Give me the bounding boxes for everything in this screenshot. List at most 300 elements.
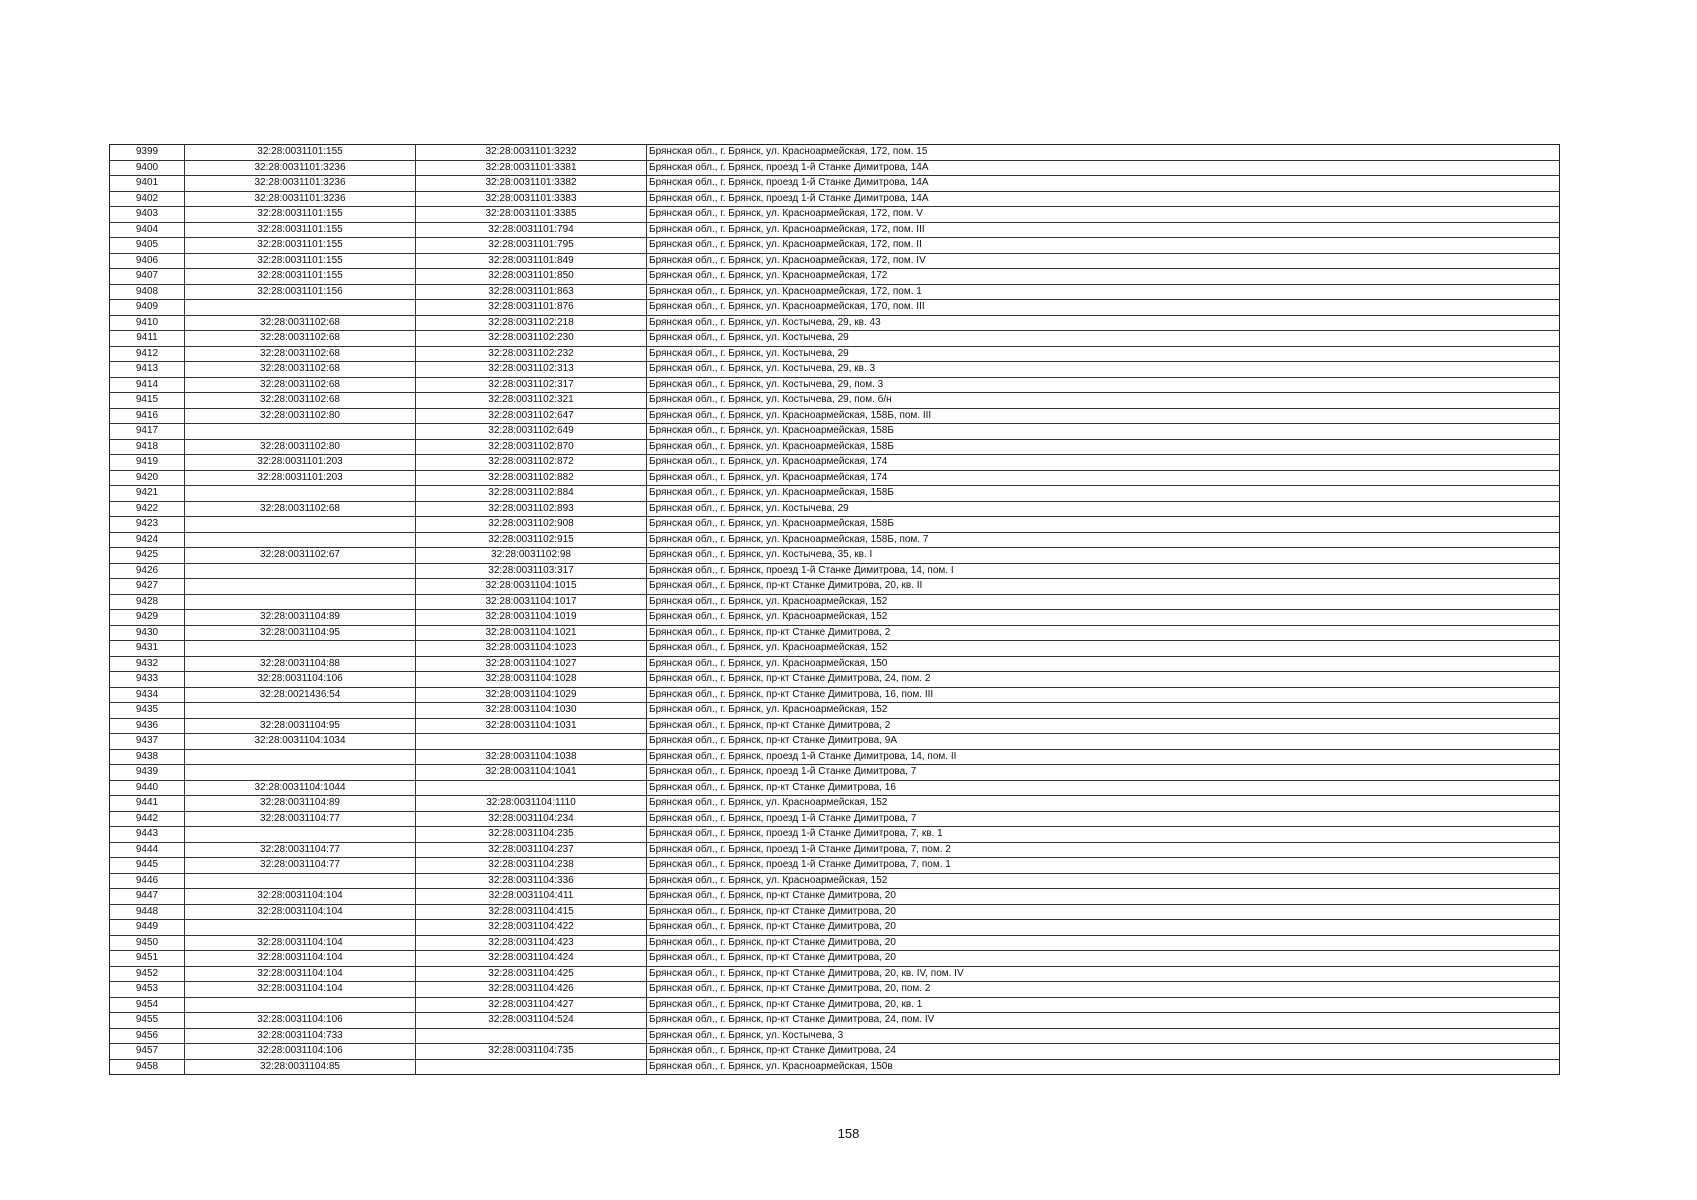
parent-cadastral-number-cell: 32:28:0031104:89 bbox=[185, 610, 416, 626]
row-number-cell: 9453 bbox=[110, 982, 185, 998]
table-row bbox=[110, 222, 1560, 238]
parent-cadastral-number-cell: 32:28:0031104:106 bbox=[185, 1013, 416, 1029]
address-cell: Брянская обл., г. Брянск, проезд 1-й Станке Димитрова, 7 bbox=[647, 765, 1560, 781]
parent-cadastral-number-cell: 32:28:0031104:104 bbox=[185, 966, 416, 982]
cadastral-number-cell: 32:28:0031104:1017 bbox=[416, 594, 647, 610]
parent-cadastral-number-cell: 32:28:0031104:95 bbox=[185, 625, 416, 641]
cadastral-number-cell: 32:28:0031102:884 bbox=[416, 486, 647, 502]
cadastral-number-cell bbox=[416, 734, 647, 750]
parent-cadastral-number-cell: 32:28:0031104:104 bbox=[185, 889, 416, 905]
cadastral-number-cell: 32:28:0031103:317 bbox=[416, 563, 647, 579]
registry-table-body bbox=[110, 145, 1560, 1075]
table-row bbox=[110, 470, 1560, 486]
cadastral-number-cell: 32:28:0031104:1110 bbox=[416, 796, 647, 812]
cadastral-number-cell: 32:28:0031102:317 bbox=[416, 377, 647, 393]
address-cell: Брянская обл., г. Брянск, пр-кт Станке Димитрова, 2 bbox=[647, 718, 1560, 734]
parent-cadastral-number-cell: 32:28:0031101:156 bbox=[185, 284, 416, 300]
page-number: 158 bbox=[837, 1126, 860, 1141]
row-number-cell: 9407 bbox=[110, 269, 185, 285]
cadastral-number-cell: 32:28:0031102:649 bbox=[416, 424, 647, 440]
parent-cadastral-number-cell: 32:28:0031101:155 bbox=[185, 145, 416, 161]
address-cell: Брянская обл., г. Брянск, пр-кт Станке Димитрова, 2 bbox=[647, 625, 1560, 641]
table-row bbox=[110, 842, 1560, 858]
cadastral-number-cell: 32:28:0031104:1038 bbox=[416, 749, 647, 765]
address-cell: Брянская обл., г. Брянск, проезд 1-й Станке Димитрова, 14А bbox=[647, 160, 1560, 176]
cadastral-number-cell: 32:28:0031101:876 bbox=[416, 300, 647, 316]
parent-cadastral-number-cell: 32:28:0031104:104 bbox=[185, 951, 416, 967]
row-number-cell: 9445 bbox=[110, 858, 185, 874]
row-number-cell: 9408 bbox=[110, 284, 185, 300]
row-number-cell: 9421 bbox=[110, 486, 185, 502]
cadastral-number-cell: 32:28:0031104:1015 bbox=[416, 579, 647, 595]
row-number-cell: 9426 bbox=[110, 563, 185, 579]
row-number-cell: 9422 bbox=[110, 501, 185, 517]
address-cell: Брянская обл., г. Брянск, ул. Красноармейская, 172, пом. 1 bbox=[647, 284, 1560, 300]
parent-cadastral-number-cell bbox=[185, 563, 416, 579]
row-number-cell: 9402 bbox=[110, 191, 185, 207]
address-cell: Брянская обл., г. Брянск, ул. Костычева, 35, кв. I bbox=[647, 548, 1560, 564]
row-number-cell: 9420 bbox=[110, 470, 185, 486]
row-number-cell: 9412 bbox=[110, 346, 185, 362]
address-cell: Брянская обл., г. Брянск, пр-кт Станке Димитрова, 20 bbox=[647, 920, 1560, 936]
row-number-cell: 9424 bbox=[110, 532, 185, 548]
cadastral-number-cell: 32:28:0031104:411 bbox=[416, 889, 647, 905]
address-cell: Брянская обл., г. Брянск, ул. Красноармейская, 150 bbox=[647, 656, 1560, 672]
parent-cadastral-number-cell: 32:28:0031101:155 bbox=[185, 207, 416, 223]
address-cell: Брянская обл., г. Брянск, проезд 1-й Станке Димитрова, 14А bbox=[647, 191, 1560, 207]
parent-cadastral-number-cell bbox=[185, 532, 416, 548]
row-number-cell: 9416 bbox=[110, 408, 185, 424]
cadastral-number-cell: 32:28:0031102:313 bbox=[416, 362, 647, 378]
row-number-cell: 9439 bbox=[110, 765, 185, 781]
parent-cadastral-number-cell bbox=[185, 517, 416, 533]
cadastral-number-cell: 32:28:0031102:232 bbox=[416, 346, 647, 362]
address-cell: Брянская обл., г. Брянск, ул. Красноармейская, 158Б bbox=[647, 424, 1560, 440]
address-cell: Брянская обл., г. Брянск, пр-кт Станке Димитрова, 16, пом. III bbox=[647, 687, 1560, 703]
parent-cadastral-number-cell: 32:28:0031102:68 bbox=[185, 362, 416, 378]
table-row bbox=[110, 207, 1560, 223]
row-number-cell: 9418 bbox=[110, 439, 185, 455]
cadastral-number-cell bbox=[416, 1059, 647, 1075]
cadastral-number-cell: 32:28:0031101:849 bbox=[416, 253, 647, 269]
parent-cadastral-number-cell: 32:28:0031104:85 bbox=[185, 1059, 416, 1075]
row-number-cell: 9429 bbox=[110, 610, 185, 626]
table-row bbox=[110, 424, 1560, 440]
cadastral-number-cell bbox=[416, 1028, 647, 1044]
address-cell: Брянская обл., г. Брянск, ул. Красноармейская, 172, пом. III bbox=[647, 222, 1560, 238]
parent-cadastral-number-cell: 32:28:0031104:106 bbox=[185, 672, 416, 688]
parent-cadastral-number-cell: 32:28:0031104:95 bbox=[185, 718, 416, 734]
cadastral-number-cell: 32:28:0031101:3381 bbox=[416, 160, 647, 176]
parent-cadastral-number-cell: 32:28:0031102:67 bbox=[185, 548, 416, 564]
table-row bbox=[110, 734, 1560, 750]
table-row bbox=[110, 687, 1560, 703]
row-number-cell: 9450 bbox=[110, 935, 185, 951]
cadastral-number-cell: 32:28:0031102:915 bbox=[416, 532, 647, 548]
row-number-cell: 9438 bbox=[110, 749, 185, 765]
row-number-cell: 9432 bbox=[110, 656, 185, 672]
row-number-cell: 9409 bbox=[110, 300, 185, 316]
row-number-cell: 9403 bbox=[110, 207, 185, 223]
parent-cadastral-number-cell bbox=[185, 703, 416, 719]
address-cell: Брянская обл., г. Брянск, пр-кт Станке Димитрова, 24, пом. 2 bbox=[647, 672, 1560, 688]
table-row bbox=[110, 176, 1560, 192]
table-row bbox=[110, 873, 1560, 889]
cadastral-number-cell: 32:28:0031101:863 bbox=[416, 284, 647, 300]
table-row bbox=[110, 765, 1560, 781]
parent-cadastral-number-cell bbox=[185, 641, 416, 657]
table-row bbox=[110, 331, 1560, 347]
parent-cadastral-number-cell: 32:28:0031101:3236 bbox=[185, 160, 416, 176]
row-number-cell: 9458 bbox=[110, 1059, 185, 1075]
cadastral-number-cell: 32:28:0031104:238 bbox=[416, 858, 647, 874]
cadastral-number-cell: 32:28:0031101:850 bbox=[416, 269, 647, 285]
cadastral-number-cell: 32:28:0031104:1028 bbox=[416, 672, 647, 688]
row-number-cell: 9451 bbox=[110, 951, 185, 967]
table-row bbox=[110, 393, 1560, 409]
address-cell: Брянская обл., г. Брянск, ул. Красноармейская, 170, пом. III bbox=[647, 300, 1560, 316]
parent-cadastral-number-cell: 32:28:0031104:77 bbox=[185, 811, 416, 827]
cadastral-number-cell: 32:28:0031104:425 bbox=[416, 966, 647, 982]
table-row bbox=[110, 548, 1560, 564]
parent-cadastral-number-cell bbox=[185, 424, 416, 440]
table-row bbox=[110, 1013, 1560, 1029]
table-row bbox=[110, 811, 1560, 827]
cadastral-number-cell: 32:28:0031102:98 bbox=[416, 548, 647, 564]
row-number-cell: 9411 bbox=[110, 331, 185, 347]
table-row bbox=[110, 501, 1560, 517]
table-row bbox=[110, 253, 1560, 269]
row-number-cell: 9430 bbox=[110, 625, 185, 641]
cadastral-number-cell: 32:28:0031104:424 bbox=[416, 951, 647, 967]
address-cell: Брянская обл., г. Брянск, проезд 1-й Станке Димитрова, 7 bbox=[647, 811, 1560, 827]
address-cell: Брянская обл., г. Брянск, проезд 1-й Станке Димитрова, 7, кв. 1 bbox=[647, 827, 1560, 843]
cadastral-number-cell bbox=[416, 780, 647, 796]
parent-cadastral-number-cell: 32:28:0031104:1044 bbox=[185, 780, 416, 796]
table-row bbox=[110, 362, 1560, 378]
address-cell: Брянская обл., г. Брянск, ул. Костычева, 29, кв. 43 bbox=[647, 315, 1560, 331]
parent-cadastral-number-cell bbox=[185, 579, 416, 595]
address-cell: Брянская обл., г. Брянск, ул. Костычева, 29 bbox=[647, 501, 1560, 517]
table-row bbox=[110, 191, 1560, 207]
address-cell: Брянская обл., г. Брянск, пр-кт Станке Димитрова, 16 bbox=[647, 780, 1560, 796]
address-cell: Брянская обл., г. Брянск, пр-кт Станке Димитрова, 20, кв. IV, пом. IV bbox=[647, 966, 1560, 982]
table-row bbox=[110, 858, 1560, 874]
table-row bbox=[110, 951, 1560, 967]
row-number-cell: 9447 bbox=[110, 889, 185, 905]
address-cell: Брянская обл., г. Брянск, пр-кт Станке Димитрова, 24, пом. IV bbox=[647, 1013, 1560, 1029]
row-number-cell: 9419 bbox=[110, 455, 185, 471]
row-number-cell: 9437 bbox=[110, 734, 185, 750]
table-row bbox=[110, 300, 1560, 316]
table-row bbox=[110, 904, 1560, 920]
cadastral-number-cell: 32:28:0031102:882 bbox=[416, 470, 647, 486]
row-number-cell: 9442 bbox=[110, 811, 185, 827]
parent-cadastral-number-cell: 32:28:0031102:68 bbox=[185, 501, 416, 517]
cadastral-number-cell: 32:28:0031104:336 bbox=[416, 873, 647, 889]
address-cell: Брянская обл., г. Брянск, ул. Красноармейская, 174 bbox=[647, 470, 1560, 486]
parent-cadastral-number-cell: 32:28:0031102:68 bbox=[185, 315, 416, 331]
parent-cadastral-number-cell: 32:28:0031104:106 bbox=[185, 1044, 416, 1060]
table-row bbox=[110, 641, 1560, 657]
parent-cadastral-number-cell: 32:28:0031101:203 bbox=[185, 470, 416, 486]
table-row bbox=[110, 920, 1560, 936]
parent-cadastral-number-cell: 32:28:0031101:155 bbox=[185, 222, 416, 238]
address-cell: Брянская обл., г. Брянск, пр-кт Станке Димитрова, 20, пом. 2 bbox=[647, 982, 1560, 998]
table-row bbox=[110, 796, 1560, 812]
parent-cadastral-number-cell bbox=[185, 920, 416, 936]
row-number-cell: 9400 bbox=[110, 160, 185, 176]
row-number-cell: 9406 bbox=[110, 253, 185, 269]
address-cell: Брянская обл., г. Брянск, ул. Красноармейская, 172 bbox=[647, 269, 1560, 285]
row-number-cell: 9446 bbox=[110, 873, 185, 889]
parent-cadastral-number-cell: 32:28:0031102:68 bbox=[185, 377, 416, 393]
table-row bbox=[110, 966, 1560, 982]
cadastral-number-cell: 32:28:0031101:3382 bbox=[416, 176, 647, 192]
table-row bbox=[110, 455, 1560, 471]
cadastral-number-cell: 32:28:0031104:1031 bbox=[416, 718, 647, 734]
parent-cadastral-number-cell bbox=[185, 873, 416, 889]
cadastral-number-cell: 32:28:0031104:1030 bbox=[416, 703, 647, 719]
address-cell: Брянская обл., г. Брянск, ул. Красноармейская, 152 bbox=[647, 873, 1560, 889]
table-row bbox=[110, 346, 1560, 362]
parent-cadastral-number-cell bbox=[185, 765, 416, 781]
address-cell: Брянская обл., г. Брянск, ул. Костычева, 29, пом. 3 bbox=[647, 377, 1560, 393]
parent-cadastral-number-cell: 32:28:0031102:80 bbox=[185, 408, 416, 424]
parent-cadastral-number-cell: 32:28:0031102:68 bbox=[185, 346, 416, 362]
parent-cadastral-number-cell: 32:28:0031104:104 bbox=[185, 935, 416, 951]
table-row bbox=[110, 656, 1560, 672]
row-number-cell: 9434 bbox=[110, 687, 185, 703]
row-number-cell: 9441 bbox=[110, 796, 185, 812]
row-number-cell: 9449 bbox=[110, 920, 185, 936]
cadastral-number-cell: 32:28:0031102:870 bbox=[416, 439, 647, 455]
cadastral-number-cell: 32:28:0031104:735 bbox=[416, 1044, 647, 1060]
parent-cadastral-number-cell: 32:28:0031101:3236 bbox=[185, 191, 416, 207]
row-number-cell: 9417 bbox=[110, 424, 185, 440]
table-row bbox=[110, 1044, 1560, 1060]
cadastral-number-cell: 32:28:0031104:234 bbox=[416, 811, 647, 827]
parent-cadastral-number-cell: 32:28:0031102:80 bbox=[185, 439, 416, 455]
address-cell: Брянская обл., г. Брянск, проезд 1-й Станке Димитрова, 7, пом. 1 bbox=[647, 858, 1560, 874]
table-row bbox=[110, 625, 1560, 641]
table-row bbox=[110, 315, 1560, 331]
table-row bbox=[110, 238, 1560, 254]
cadastral-number-cell: 32:28:0031104:1019 bbox=[416, 610, 647, 626]
cadastral-number-cell: 32:28:0031104:235 bbox=[416, 827, 647, 843]
table-row bbox=[110, 827, 1560, 843]
parent-cadastral-number-cell: 32:28:0031102:68 bbox=[185, 331, 416, 347]
cadastral-number-cell: 32:28:0031102:230 bbox=[416, 331, 647, 347]
parent-cadastral-number-cell: 32:28:0031104:104 bbox=[185, 982, 416, 998]
cadastral-number-cell: 32:28:0031104:524 bbox=[416, 1013, 647, 1029]
parent-cadastral-number-cell: 32:28:0031104:88 bbox=[185, 656, 416, 672]
cadastral-number-cell: 32:28:0031101:3383 bbox=[416, 191, 647, 207]
address-cell: Брянская обл., г. Брянск, ул. Красноармейская, 172, пом. IV bbox=[647, 253, 1560, 269]
row-number-cell: 9427 bbox=[110, 579, 185, 595]
address-cell: Брянская обл., г. Брянск, проезд 1-й Станке Димитрова, 7, пом. 2 bbox=[647, 842, 1560, 858]
cadastral-number-cell: 32:28:0031102:647 bbox=[416, 408, 647, 424]
table-row bbox=[110, 517, 1560, 533]
address-cell: Брянская обл., г. Брянск, пр-кт Станке Димитрова, 24 bbox=[647, 1044, 1560, 1060]
cadastral-number-cell: 32:28:0031104:1027 bbox=[416, 656, 647, 672]
row-number-cell: 9455 bbox=[110, 1013, 185, 1029]
cadastral-number-cell: 32:28:0031104:427 bbox=[416, 997, 647, 1013]
address-cell: Брянская обл., г. Брянск, ул. Красноармейская, 158Б bbox=[647, 517, 1560, 533]
parent-cadastral-number-cell: 32:28:0031102:68 bbox=[185, 393, 416, 409]
address-cell: Брянская обл., г. Брянск, пр-кт Станке Димитрова, 9А bbox=[647, 734, 1560, 750]
address-cell: Брянская обл., г. Брянск, ул. Костычева, 29 bbox=[647, 331, 1560, 347]
table-row bbox=[110, 718, 1560, 734]
table-row bbox=[110, 997, 1560, 1013]
cadastral-number-cell: 32:28:0031102:321 bbox=[416, 393, 647, 409]
table-row bbox=[110, 889, 1560, 905]
parent-cadastral-number-cell bbox=[185, 594, 416, 610]
table-row bbox=[110, 703, 1560, 719]
row-number-cell: 9401 bbox=[110, 176, 185, 192]
address-cell: Брянская обл., г. Брянск, ул. Красноармейская, 158Б, пом. III bbox=[647, 408, 1560, 424]
address-cell: Брянская обл., г. Брянск, ул. Костычева, 29 bbox=[647, 346, 1560, 362]
cadastral-number-cell: 32:28:0031102:218 bbox=[416, 315, 647, 331]
cadastral-number-cell: 32:28:0031102:893 bbox=[416, 501, 647, 517]
cadastral-number-cell: 32:28:0031104:415 bbox=[416, 904, 647, 920]
parent-cadastral-number-cell bbox=[185, 300, 416, 316]
row-number-cell: 9454 bbox=[110, 997, 185, 1013]
cadastral-number-cell: 32:28:0031104:237 bbox=[416, 842, 647, 858]
address-cell: Брянская обл., г. Брянск, ул. Красноармейская, 152 bbox=[647, 641, 1560, 657]
address-cell: Брянская обл., г. Брянск, ул. Красноармейская, 172, пом. V bbox=[647, 207, 1560, 223]
address-cell: Брянская обл., г. Брянск, ул. Костычева, 3 bbox=[647, 1028, 1560, 1044]
parent-cadastral-number-cell bbox=[185, 749, 416, 765]
parent-cadastral-number-cell: 32:28:0031101:203 bbox=[185, 455, 416, 471]
address-cell: Брянская обл., г. Брянск, пр-кт Станке Димитрова, 20, кв. II bbox=[647, 579, 1560, 595]
parent-cadastral-number-cell bbox=[185, 997, 416, 1013]
cadastral-number-cell: 32:28:0031104:1041 bbox=[416, 765, 647, 781]
parent-cadastral-number-cell bbox=[185, 827, 416, 843]
cadastral-number-cell: 32:28:0031101:3232 bbox=[416, 145, 647, 161]
cadastral-number-cell: 32:28:0031104:426 bbox=[416, 982, 647, 998]
row-number-cell: 9448 bbox=[110, 904, 185, 920]
address-cell: Брянская обл., г. Брянск, пр-кт Станке Димитрова, 20, кв. 1 bbox=[647, 997, 1560, 1013]
cadastral-number-cell: 32:28:0031101:3385 bbox=[416, 207, 647, 223]
row-number-cell: 9399 bbox=[110, 145, 185, 161]
table-row bbox=[110, 610, 1560, 626]
row-number-cell: 9405 bbox=[110, 238, 185, 254]
cadastral-number-cell: 32:28:0031104:1029 bbox=[416, 687, 647, 703]
row-number-cell: 9435 bbox=[110, 703, 185, 719]
table-row bbox=[110, 532, 1560, 548]
table-row bbox=[110, 749, 1560, 765]
row-number-cell: 9423 bbox=[110, 517, 185, 533]
row-number-cell: 9456 bbox=[110, 1028, 185, 1044]
address-cell: Брянская обл., г. Брянск, ул. Костычева, 29, кв. 3 bbox=[647, 362, 1560, 378]
table-row bbox=[110, 486, 1560, 502]
address-cell: Брянская обл., г. Брянск, ул. Красноармейская, 172, пом. II bbox=[647, 238, 1560, 254]
address-cell: Брянская обл., г. Брянск, пр-кт Станке Димитрова, 20 bbox=[647, 935, 1560, 951]
table-row bbox=[110, 579, 1560, 595]
row-number-cell: 9440 bbox=[110, 780, 185, 796]
parent-cadastral-number-cell: 32:28:0031101:3236 bbox=[185, 176, 416, 192]
table-row bbox=[110, 935, 1560, 951]
row-number-cell: 9410 bbox=[110, 315, 185, 331]
address-cell: Брянская обл., г. Брянск, ул. Красноармейская, 150в bbox=[647, 1059, 1560, 1075]
table-row bbox=[110, 145, 1560, 161]
address-cell: Брянская обл., г. Брянск, проезд 1-й Станке Димитрова, 14, пом. II bbox=[647, 749, 1560, 765]
table-row bbox=[110, 408, 1560, 424]
row-number-cell: 9428 bbox=[110, 594, 185, 610]
row-number-cell: 9457 bbox=[110, 1044, 185, 1060]
address-cell: Брянская обл., г. Брянск, ул. Красноармейская, 152 bbox=[647, 703, 1560, 719]
cadastral-number-cell: 32:28:0031101:794 bbox=[416, 222, 647, 238]
table-row bbox=[110, 563, 1560, 579]
parent-cadastral-number-cell: 32:28:0031104:77 bbox=[185, 858, 416, 874]
document-page bbox=[109, 144, 1559, 1075]
parent-cadastral-number-cell: 32:28:0031101:155 bbox=[185, 238, 416, 254]
row-number-cell: 9443 bbox=[110, 827, 185, 843]
row-number-cell: 9413 bbox=[110, 362, 185, 378]
cadastral-number-cell: 32:28:0031101:795 bbox=[416, 238, 647, 254]
cadastral-number-cell: 32:28:0031102:872 bbox=[416, 455, 647, 471]
address-cell: Брянская обл., г. Брянск, проезд 1-й Станке Димитрова, 14А bbox=[647, 176, 1560, 192]
row-number-cell: 9444 bbox=[110, 842, 185, 858]
table-row bbox=[110, 982, 1560, 998]
parent-cadastral-number-cell: 32:28:0031104:733 bbox=[185, 1028, 416, 1044]
parent-cadastral-number-cell: 32:28:0031101:155 bbox=[185, 253, 416, 269]
address-cell: Брянская обл., г. Брянск, пр-кт Станке Димитрова, 20 bbox=[647, 904, 1560, 920]
parent-cadastral-number-cell: 32:28:0031104:89 bbox=[185, 796, 416, 812]
cadastral-number-cell: 32:28:0031104:1023 bbox=[416, 641, 647, 657]
address-cell: Брянская обл., г. Брянск, ул. Красноармейская, 152 bbox=[647, 594, 1560, 610]
table-row bbox=[110, 269, 1560, 285]
cadastral-number-cell: 32:28:0031104:422 bbox=[416, 920, 647, 936]
address-cell: Брянская обл., г. Брянск, пр-кт Станке Димитрова, 20 bbox=[647, 951, 1560, 967]
parent-cadastral-number-cell bbox=[185, 486, 416, 502]
parent-cadastral-number-cell: 32:28:0031104:77 bbox=[185, 842, 416, 858]
table-row bbox=[110, 672, 1560, 688]
row-number-cell: 9436 bbox=[110, 718, 185, 734]
table-row bbox=[110, 160, 1560, 176]
table-row bbox=[110, 780, 1560, 796]
cadastral-number-cell: 32:28:0031102:908 bbox=[416, 517, 647, 533]
cadastral-number-cell: 32:28:0031104:423 bbox=[416, 935, 647, 951]
address-cell: Брянская обл., г. Брянск, ул. Красноармейская, 152 bbox=[647, 610, 1560, 626]
address-cell: Брянская обл., г. Брянск, ул. Костычева, 29, пом. б/н bbox=[647, 393, 1560, 409]
row-number-cell: 9414 bbox=[110, 377, 185, 393]
address-cell: Брянская обл., г. Брянск, пр-кт Станке Димитрова, 20 bbox=[647, 889, 1560, 905]
row-number-cell: 9425 bbox=[110, 548, 185, 564]
row-number-cell: 9452 bbox=[110, 966, 185, 982]
parent-cadastral-number-cell: 32:28:0031104:1034 bbox=[185, 734, 416, 750]
address-cell: Брянская обл., г. Брянск, ул. Красноармейская, 158Б, пом. 7 bbox=[647, 532, 1560, 548]
row-number-cell: 9431 bbox=[110, 641, 185, 657]
address-cell: Брянская обл., г. Брянск, ул. Красноармейская, 152 bbox=[647, 796, 1560, 812]
table-row bbox=[110, 594, 1560, 610]
row-number-cell: 9433 bbox=[110, 672, 185, 688]
parent-cadastral-number-cell: 32:28:0021436:54 bbox=[185, 687, 416, 703]
row-number-cell: 9404 bbox=[110, 222, 185, 238]
address-cell: Брянская обл., г. Брянск, ул. Красноармейская, 158Б bbox=[647, 486, 1560, 502]
row-number-cell: 9415 bbox=[110, 393, 185, 409]
table-row bbox=[110, 439, 1560, 455]
table-row bbox=[110, 1059, 1560, 1075]
address-cell: Брянская обл., г. Брянск, проезд 1-й Станке Димитрова, 14, пом. I bbox=[647, 563, 1560, 579]
address-cell: Брянская обл., г. Брянск, ул. Красноармейская, 158Б bbox=[647, 439, 1560, 455]
table-row bbox=[110, 1028, 1560, 1044]
address-cell: Брянская обл., г. Брянск, ул. Красноармейская, 174 bbox=[647, 455, 1560, 471]
table-row bbox=[110, 377, 1560, 393]
table-row bbox=[110, 284, 1560, 300]
parent-cadastral-number-cell: 32:28:0031101:155 bbox=[185, 269, 416, 285]
